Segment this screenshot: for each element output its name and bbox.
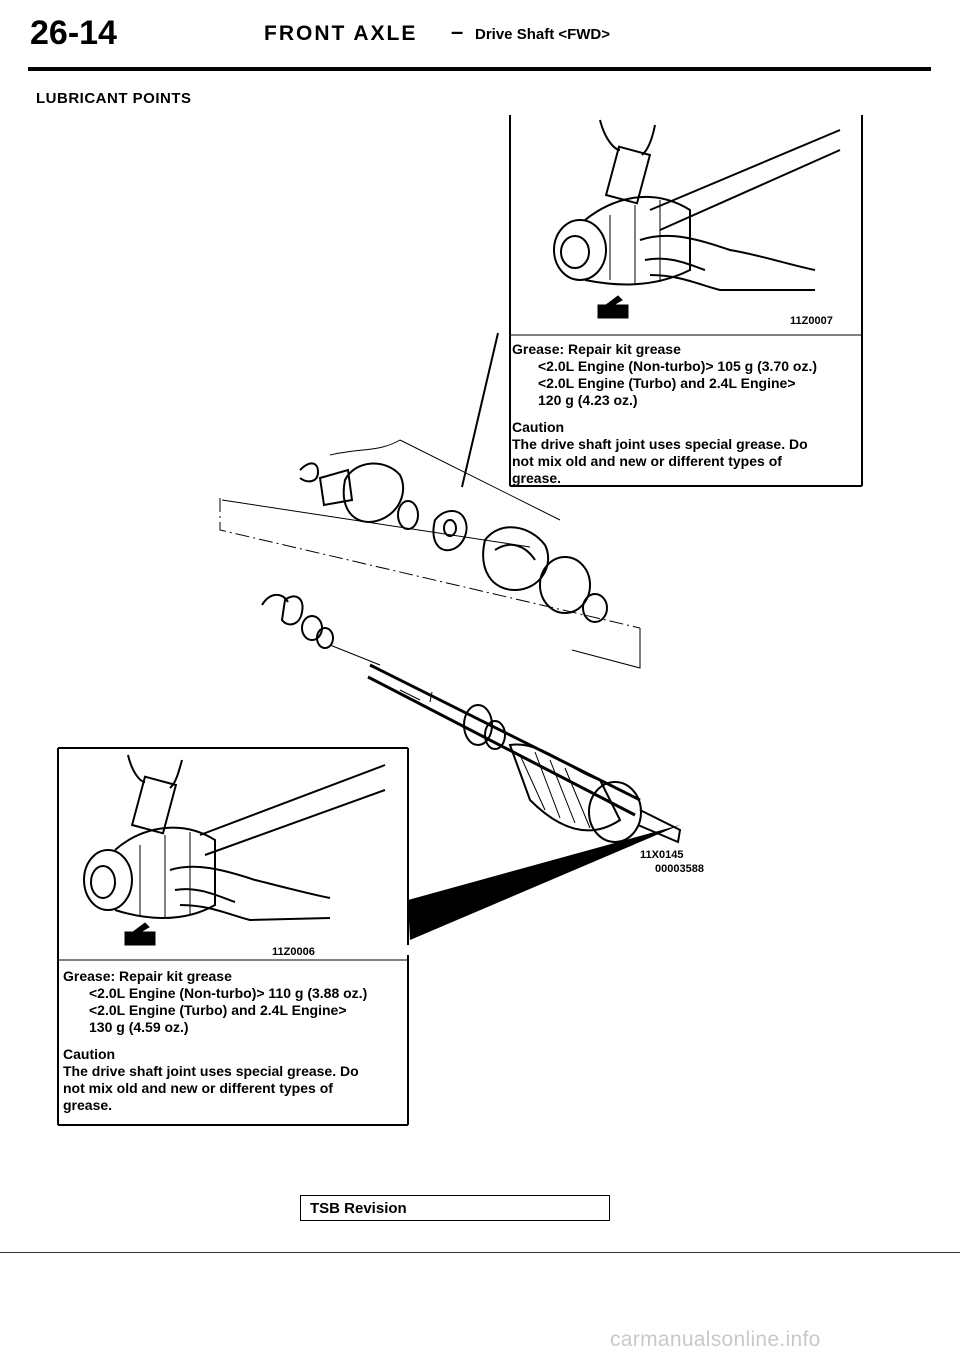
left-inset-code: 11Z0006 <box>272 946 315 958</box>
section-heading: LUBRICANT POINTS <box>36 90 192 107</box>
section-title: FRONT AXLE <box>264 22 418 45</box>
grease-spec-non-turbo: <2.0L Engine (Non-turbo)> 110 g (3.88 oz.) <box>89 985 368 1001</box>
caution-line-1: The drive shaft joint uses special grease. Do <box>512 436 808 452</box>
grease-spec-turbo-label: <2.0L Engine (Turbo) and 2.4L Engine> <box>89 1002 347 1018</box>
caution-line-3: grease. <box>512 470 562 486</box>
caution-line-1: The drive shaft joint uses special grease. Do <box>63 1063 359 1079</box>
right-inset-code: 11Z0007 <box>790 315 833 327</box>
grease-spec-turbo-label: <2.0L Engine (Turbo) and 2.4L Engine> <box>538 375 796 391</box>
footer-rule <box>0 1252 960 1253</box>
title-dash: – <box>451 19 464 44</box>
main-figure-code-2: 00003588 <box>655 863 704 875</box>
grease-spec-turbo-amount: 120 g (4.23 oz.) <box>538 392 638 408</box>
grease-spec-turbo-amount: 130 g (4.59 oz.) <box>89 1019 189 1035</box>
watermark-url: carmanualsonline.info <box>610 1328 821 1351</box>
main-figure-code-1: 11X0145 <box>640 849 684 861</box>
caution-line-2: not mix old and new or different types of <box>512 453 782 469</box>
caution-title: Caution <box>63 1046 116 1062</box>
caution-line-2: not mix old and new or different types of <box>63 1080 333 1096</box>
caution-title: Caution <box>512 419 565 435</box>
grease-spec-heading: Grease: Repair kit grease <box>512 341 681 357</box>
page-number: 26-14 <box>30 14 117 52</box>
grease-spec-heading: Grease: Repair kit grease <box>63 968 232 984</box>
grease-spec-non-turbo: <2.0L Engine (Non-turbo)> 105 g (3.70 oz.) <box>538 358 818 374</box>
drive-shaft-exploded-view <box>220 440 680 940</box>
left-grease-note <box>63 968 409 1114</box>
section-subtitle: Drive Shaft <FWD> <box>475 26 611 43</box>
caution-line-3: grease. <box>63 1097 113 1113</box>
right-grease-note <box>512 341 858 487</box>
tsb-revision-label: TSB Revision <box>310 1200 407 1217</box>
